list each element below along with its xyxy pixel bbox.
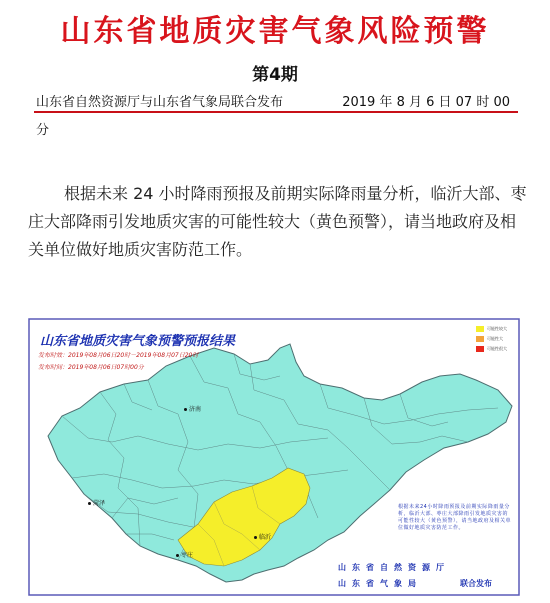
map-issue-time: 发布时间：2019年08月06日07时00分 bbox=[38, 364, 144, 371]
publish-date: 2019 年 8 月 6 日 07 时 00 bbox=[342, 95, 510, 110]
legend-swatch bbox=[476, 326, 484, 332]
legend-label: 可能性大 bbox=[487, 336, 503, 341]
map-note: 根据未来24小时降雨预报及前期实际降雨量分析，临沂大部、枣庄大部降雨引发地质灾害的可能性较大（黄色预警），请当地政府及相关单位做好地质灾害防范工作。 bbox=[398, 504, 512, 531]
header-divider bbox=[34, 111, 518, 113]
legend-label: 可能性很大 bbox=[487, 346, 507, 351]
map-valid-time: 发布时效：2019年08月06日20时－2019年08月07日20时 bbox=[38, 352, 199, 359]
map-issuer-1: 山东省自然资源厅 bbox=[338, 563, 450, 572]
page-title: 山东省地质灾害气象风险预警 bbox=[60, 14, 490, 49]
map-title: 山东省地质灾害气象预警预报结果 bbox=[40, 334, 236, 349]
legend-label: 可能性较大 bbox=[487, 326, 507, 331]
city-heze: 菏泽 bbox=[88, 498, 105, 507]
legend-item bbox=[476, 344, 507, 354]
warning-map bbox=[28, 318, 520, 598]
issue-number: 第4期 bbox=[252, 65, 298, 85]
legend-item bbox=[476, 324, 507, 334]
legend-swatch bbox=[476, 346, 484, 352]
map-graphic bbox=[28, 318, 520, 598]
publish-date-tail: 分 bbox=[36, 123, 50, 138]
city-linyi: 临沂 bbox=[254, 532, 271, 541]
publisher-line: 山东省自然资源厅与山东省气象局联合发布 bbox=[36, 95, 284, 110]
map-issued-label: 联合发布 bbox=[460, 579, 492, 588]
warning-paragraph: 根据未来 24 小时降雨预报及前期实际降雨量分析，临沂大部、枣庄大部降雨引发地质灾害的可能性较大（黄色预警），请当地政府及相关单位做好地质灾害防范工作。 bbox=[28, 184, 527, 259]
city-zaozhuang: 枣庄 bbox=[176, 550, 193, 559]
legend-item bbox=[476, 334, 507, 344]
city-jinan: 济南 bbox=[184, 404, 201, 413]
map-issuer-2: 山东省气象局 bbox=[338, 579, 422, 588]
legend-swatch bbox=[476, 336, 484, 342]
map-legend bbox=[476, 324, 507, 354]
